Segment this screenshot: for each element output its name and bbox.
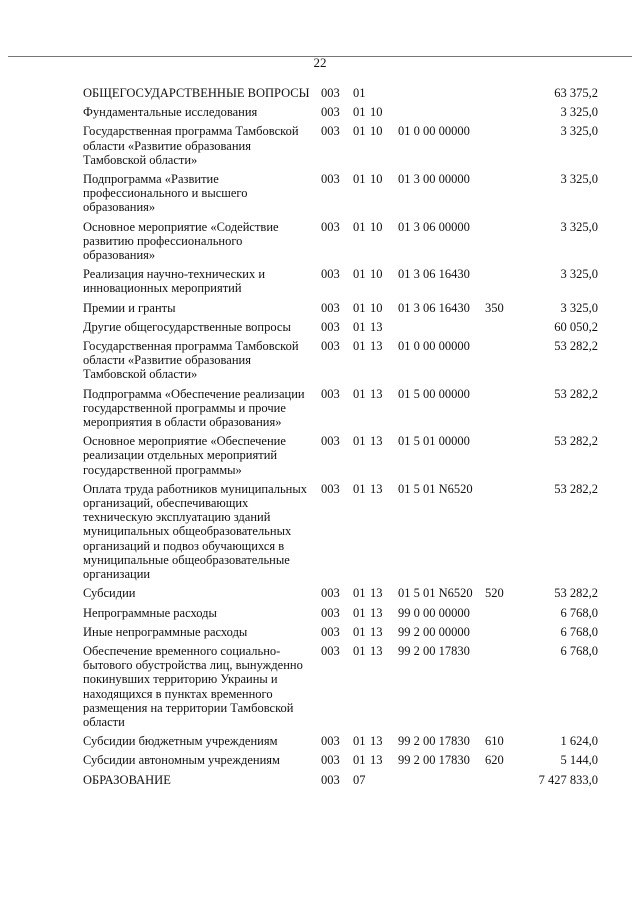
budget-table <box>83 86 598 787</box>
row-ved-code: 003 <box>321 300 340 315</box>
row-name: Непрограммные расходы <box>83 605 217 620</box>
row-target-article: 01 5 01 N6520 <box>398 586 473 601</box>
table-row <box>83 124 598 167</box>
row-amount: 3 325,0 <box>560 267 598 282</box>
row-ved-code: 003 <box>321 586 340 601</box>
row-name: Оплата труда работников муниципальных организаций, обеспечивающих техническую эксплуатацию зданий муниципальных общеобразовательных организаций и подвоз обучающихся в муниципальные общеобразовательные организации <box>83 481 308 582</box>
row-ved-code: 003 <box>321 86 340 100</box>
row-amount: 6 768,0 <box>560 643 598 658</box>
row-name: ОБРАЗОВАНИЕ <box>83 772 171 787</box>
row-ved-code: 003 <box>321 105 340 120</box>
row-name: Государственная программа Тамбовской области «Развитие образования Тамбовской области» <box>83 339 299 382</box>
table-row <box>83 734 598 748</box>
row-amount: 1 624,0 <box>560 734 598 749</box>
row-subsection-code: 13 <box>370 643 383 658</box>
row-name: Субсидии автономным учреждениям <box>83 753 280 768</box>
row-section-code: 01 <box>353 267 366 282</box>
row-ved-code: 003 <box>321 172 340 187</box>
row-ved-code: 003 <box>321 386 340 401</box>
row-subsection-code: 10 <box>370 105 383 120</box>
row-section-code: 01 <box>353 105 366 120</box>
row-section-code: 01 <box>353 643 366 658</box>
table-row <box>83 86 598 100</box>
row-amount: 3 325,0 <box>560 105 598 120</box>
row-amount: 53 282,2 <box>554 586 598 601</box>
row-target-article: 01 5 01 00000 <box>398 434 470 449</box>
table-row <box>83 625 598 639</box>
table-row <box>83 267 598 295</box>
row-subsection-code: 13 <box>370 434 383 449</box>
row-subsection-code: 13 <box>370 734 383 749</box>
row-expense-type: 350 <box>485 300 504 315</box>
row-section-code: 07 <box>353 772 366 787</box>
row-target-article: 99 2 00 17830 <box>398 643 470 658</box>
row-ved-code: 003 <box>321 734 340 749</box>
table-row <box>83 320 598 334</box>
row-ved-code: 003 <box>321 481 340 496</box>
table-row <box>83 434 598 477</box>
table-row <box>83 301 598 315</box>
row-name: Фундаментальные исследования <box>83 105 258 120</box>
row-amount: 3 325,0 <box>560 300 598 315</box>
table-row <box>83 482 598 581</box>
row-section-code: 01 <box>353 624 366 639</box>
row-subsection-code: 13 <box>370 753 383 768</box>
row-section-code: 01 <box>353 734 366 749</box>
row-section-code: 01 <box>353 339 366 354</box>
row-section-code: 01 <box>353 586 366 601</box>
row-ved-code: 003 <box>321 624 340 639</box>
row-amount: 53 282,2 <box>554 386 598 401</box>
row-ved-code: 003 <box>321 605 340 620</box>
row-amount: 3 325,0 <box>560 124 598 139</box>
row-ved-code: 003 <box>321 434 340 449</box>
row-section-code: 01 <box>353 124 366 139</box>
table-row <box>83 606 598 620</box>
row-name: Подпрограмма «Обеспечение реализации государственной программы и прочие мероприятия в области образования» <box>83 386 305 430</box>
row-amount: 53 282,2 <box>554 434 598 449</box>
row-name: Государственная программа Тамбовской области «Развитие образования Тамбовской области» <box>83 124 299 167</box>
row-subsection-code: 10 <box>370 124 383 139</box>
row-subsection-code: 10 <box>370 267 383 282</box>
row-target-article: 99 2 00 00000 <box>398 624 470 639</box>
row-target-article: 01 5 01 N6520 <box>398 481 473 496</box>
row-subsection-code: 10 <box>370 172 383 187</box>
row-ved-code: 003 <box>321 339 340 354</box>
row-section-code: 01 <box>353 481 366 496</box>
row-section-code: 01 <box>353 319 366 334</box>
row-target-article: 99 0 00 00000 <box>398 605 470 620</box>
row-subsection-code: 13 <box>370 481 383 496</box>
row-target-article: 01 3 00 00000 <box>398 172 470 187</box>
row-subsection-code: 13 <box>370 319 383 334</box>
row-section-code: 01 <box>353 605 366 620</box>
row-name: Подпрограмма «Развитие профессионального и высшего образования» <box>83 172 248 215</box>
row-amount: 6 768,0 <box>560 624 598 639</box>
row-ved-code: 003 <box>321 267 340 282</box>
row-section-code: 01 <box>353 753 366 768</box>
row-amount: 7 427 833,0 <box>538 772 598 787</box>
row-name: Реализация научно-технических и инновационных мероприятий <box>83 267 266 296</box>
table-row <box>83 387 598 430</box>
row-target-article: 01 3 06 00000 <box>398 219 470 234</box>
row-amount: 53 282,2 <box>554 339 598 354</box>
row-target-article: 01 3 06 16430 <box>398 267 470 282</box>
table-row <box>83 773 598 787</box>
row-section-code: 01 <box>353 434 366 449</box>
table-row <box>83 644 598 729</box>
row-name: Премии и гранты <box>83 300 176 315</box>
row-name: Субсидии бюджетным учреждениям <box>83 734 278 749</box>
row-subsection-code: 13 <box>370 386 383 401</box>
row-target-article: 01 3 06 16430 <box>398 300 470 315</box>
row-amount: 6 768,0 <box>560 605 598 620</box>
row-subsection-code: 13 <box>370 339 383 354</box>
row-ved-code: 003 <box>321 753 340 768</box>
table-row <box>83 753 598 767</box>
row-subsection-code: 13 <box>370 586 383 601</box>
row-section-code: 01 <box>353 86 366 100</box>
row-name: Основное мероприятие «Содействие развитию профессионального образования» <box>83 219 279 263</box>
row-subsection-code: 13 <box>370 605 383 620</box>
row-ved-code: 003 <box>321 124 340 139</box>
row-ved-code: 003 <box>321 643 340 658</box>
table-row <box>83 105 598 119</box>
row-ved-code: 003 <box>321 772 340 787</box>
row-target-article: 01 0 00 00000 <box>398 339 470 354</box>
page-number: 22 <box>313 55 327 70</box>
row-name: Иные непрограммные расходы <box>83 624 248 639</box>
row-ved-code: 003 <box>321 319 340 334</box>
row-target-article: 99 2 00 17830 <box>398 753 470 768</box>
row-target-article: 99 2 00 17830 <box>398 734 470 749</box>
row-section-code: 01 <box>353 219 366 234</box>
row-amount: 53 282,2 <box>554 481 598 496</box>
row-subsection-code: 10 <box>370 300 383 315</box>
row-subsection-code: 10 <box>370 219 383 234</box>
row-name: ОБЩЕГОСУДАРСТВЕННЫЕ ВОПРОСЫ <box>83 86 310 100</box>
row-section-code: 01 <box>353 172 366 187</box>
row-expense-type: 610 <box>485 734 504 749</box>
row-section-code: 01 <box>353 300 366 315</box>
row-expense-type: 620 <box>485 753 504 768</box>
row-target-article: 01 0 00 00000 <box>398 124 470 139</box>
row-name: Субсидии <box>83 586 136 601</box>
table-row <box>83 339 598 382</box>
row-target-article: 01 5 00 00000 <box>398 386 470 401</box>
row-name: Основное мероприятие «Обеспечение реализации отдельных мероприятий государственной программы» <box>83 434 286 477</box>
table-row <box>83 172 598 215</box>
row-name: Обеспечение временного социально-бытового обустройства лиц, вынужденно покинувших территорию Украины и находящихся в пунктах временного размещения на территории Тамбовской области <box>83 643 303 729</box>
row-amount: 5 144,0 <box>560 753 598 768</box>
row-amount: 3 325,0 <box>560 219 598 234</box>
row-section-code: 01 <box>353 386 366 401</box>
row-amount: 60 050,2 <box>554 319 598 334</box>
row-expense-type: 520 <box>485 586 504 601</box>
row-subsection-code: 13 <box>370 624 383 639</box>
row-amount: 63 375,2 <box>554 86 598 100</box>
table-row <box>83 586 598 600</box>
row-name: Другие общегосударственные вопросы <box>83 319 291 334</box>
table-row <box>83 220 598 263</box>
row-amount: 3 325,0 <box>560 172 598 187</box>
row-ved-code: 003 <box>321 219 340 234</box>
